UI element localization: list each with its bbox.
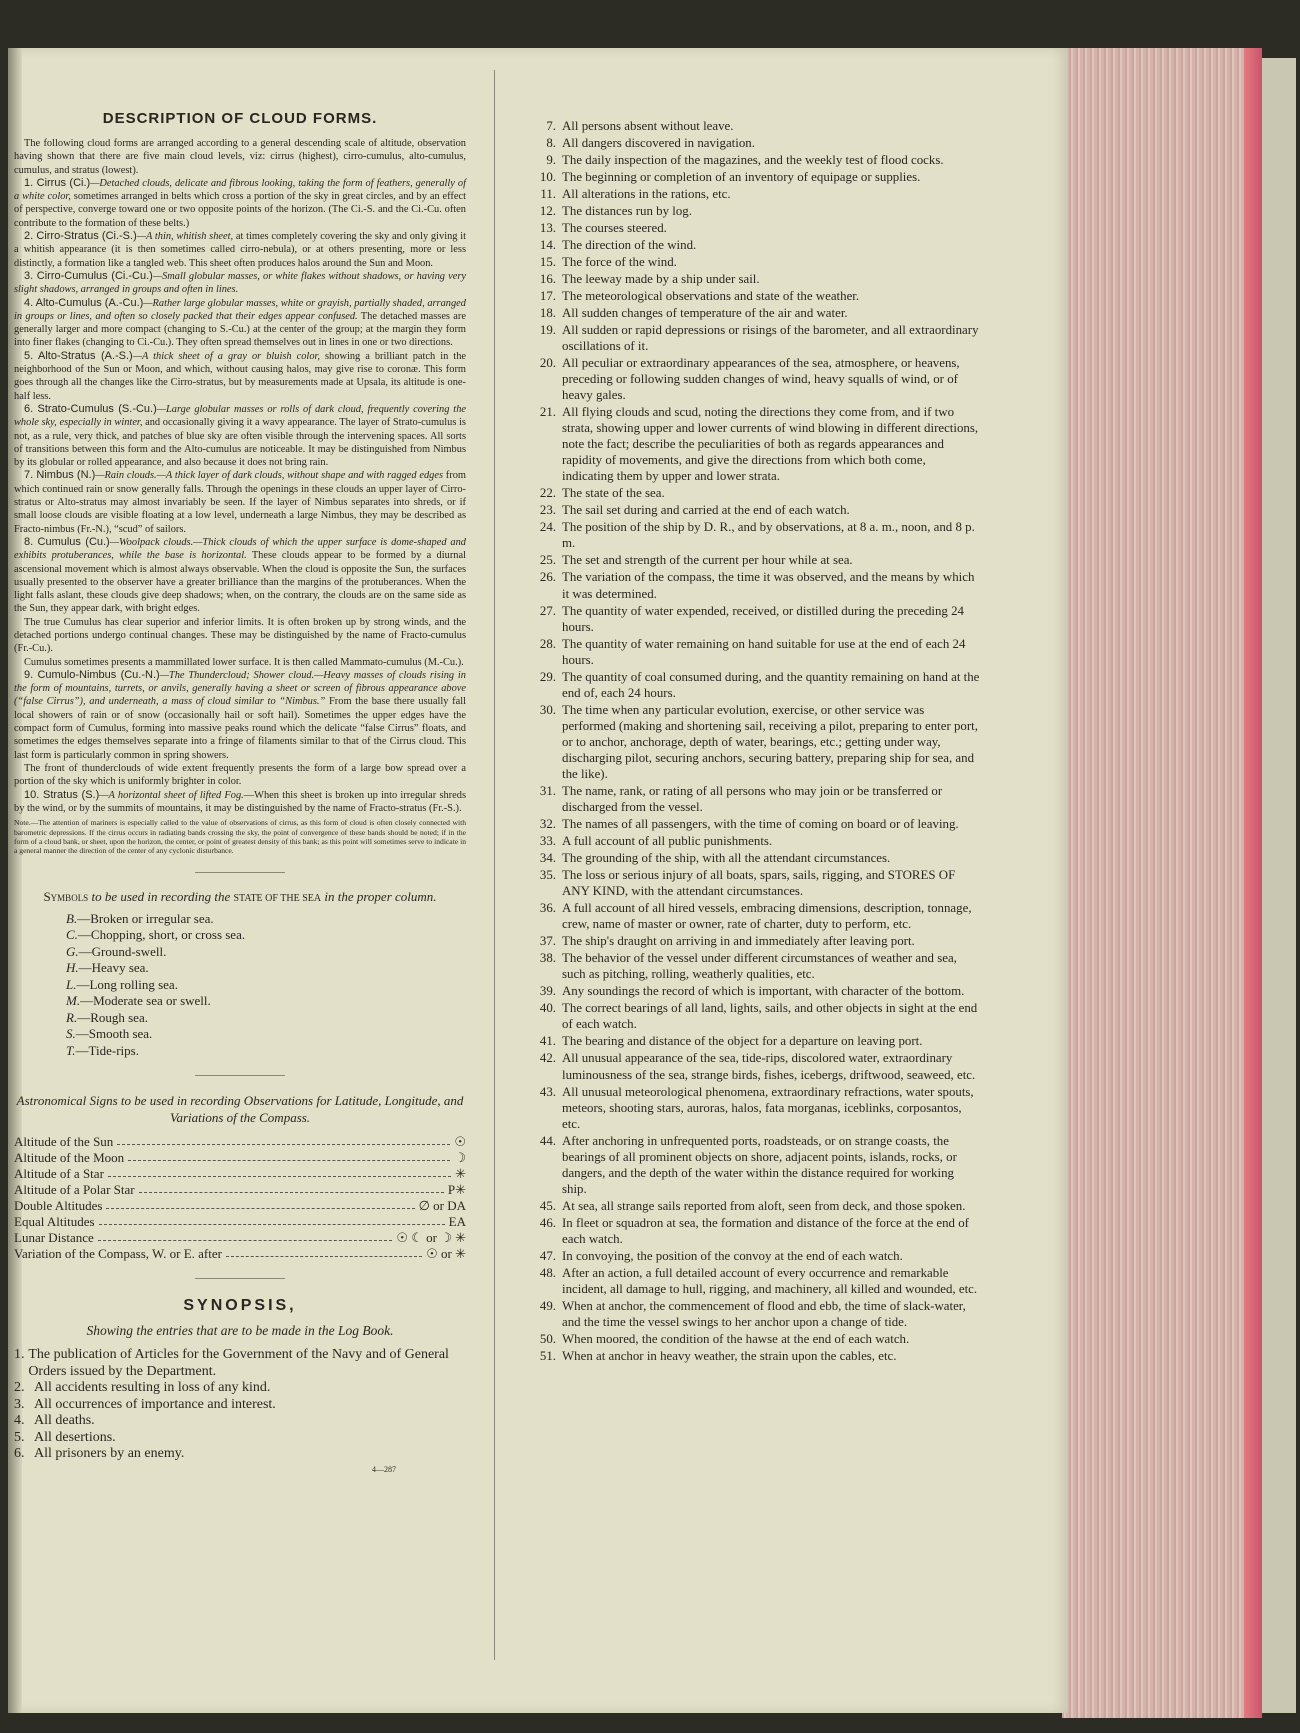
synopsis-item-number: 10.	[539, 169, 556, 184]
synopsis-item-number: 36.	[539, 901, 556, 916]
section-rule	[195, 1075, 285, 1076]
synopsis-item-text: The time when any particular evolution, exercise, or other service was performed (making and shortening sail, receiving a pilot, preparing to enter port, or to anchor, anchorage, depth of water, bearings, etc.; getting under way, discharging pilot, securing anchors, securing battery, preparing ship for sea, and the like).	[562, 702, 978, 782]
cloud-item-head: 7. Nimbus (N.)	[24, 469, 96, 482]
sea-symbol-text: —Moderate sea or swell.	[80, 993, 211, 1009]
dot-leader	[108, 1166, 451, 1177]
synopsis-item	[520, 1000, 980, 1032]
cloud-item-list	[14, 177, 466, 815]
cloud-item	[14, 536, 466, 616]
astro-label: Altitude of a Polar Star	[14, 1182, 135, 1198]
synopsis-item	[520, 485, 980, 501]
astro-sign: ☉ ☾ or ☽ ✳	[396, 1230, 466, 1246]
synopsis-item	[520, 900, 980, 932]
astro-row	[14, 1214, 466, 1230]
synopsis-item-number: 8.	[546, 135, 556, 150]
book-cover	[1262, 58, 1296, 1713]
synopsis-item-text: The leeway made by a ship under sail.	[562, 271, 760, 286]
sea-symbol-text: —Chopping, short, or cross sea.	[77, 927, 246, 943]
synopsis-item-text: The beginning or completion of an inventory of equipage or supplies.	[562, 169, 921, 184]
cloud-item	[14, 789, 466, 816]
synopsis-item-number: 44.	[539, 1133, 556, 1148]
astro-label: Variation of the Compass, W. or E. after	[14, 1246, 222, 1262]
sea-symbols-heading	[14, 889, 466, 905]
synopsis-item-number: 41.	[539, 1034, 556, 1049]
synopsis-item-number: 9.	[546, 152, 556, 167]
synopsis-item-text: All desertions.	[34, 1429, 116, 1445]
synopsis-item-number: 16.	[539, 271, 556, 286]
astro-row	[14, 1246, 466, 1262]
synopsis-item	[520, 1265, 980, 1297]
synopsis-item-number: 39.	[539, 984, 556, 999]
cloud-item-head: 5. Alto-Stratus (A.-S.)	[24, 349, 133, 362]
astro-label: Lunar Distance	[14, 1230, 94, 1246]
synopsis-item	[14, 1430, 466, 1447]
synopsis-item-text: The loss or serious injury of all boats, spars, sails, rigging, and STORES OF ANY KIND, with the attendant circumstances.	[562, 868, 956, 899]
cloud-item-body: Cumulus sometimes presents a mammillated lower surface. It is then called Mammato-cumulus (M.-Cu.).	[24, 656, 464, 668]
cloud-item-head: 4. Alto-Cumulus (A.-Cu.)	[24, 296, 144, 309]
sea-symbol-row	[66, 1043, 466, 1060]
synopsis-item	[520, 1248, 980, 1264]
synopsis-list-right	[520, 118, 980, 1365]
synopsis-item-text: The behavior of the vessel under different circumstances of weather and sea, such as pitching, rolling, weatherly qualities, etc.	[562, 951, 957, 982]
cloud-item-head: 3. Cirro-Cumulus (Ci.-Cu.)	[24, 269, 153, 282]
synopsis-item-text: The quantity of coal consumed during, and the quantity remaining on hand at the end of, each 24 hours.	[562, 669, 980, 700]
astronomical-table	[14, 1134, 466, 1262]
synopsis-item	[520, 816, 980, 832]
synopsis-item-number: 33.	[539, 834, 556, 849]
synopsis-item-number: 25.	[539, 553, 556, 568]
synopsis-item-number: 49.	[539, 1299, 556, 1314]
synopsis-item	[520, 169, 980, 185]
synopsis-item-text: The correct bearings of all land, lights, sails, and other objects in sight at the end of each watch.	[562, 1001, 978, 1032]
synopsis-item-number: 23.	[539, 503, 556, 518]
synopsis-item-number: 30.	[539, 702, 556, 717]
sea-symbol-text: —Long rolling sea.	[76, 976, 178, 992]
synopsis-item	[520, 1298, 980, 1330]
astro-label: Altitude of a Star	[14, 1166, 104, 1182]
left-column	[14, 110, 466, 1474]
synopsis-item	[14, 1413, 466, 1430]
astro-sign: P✳	[447, 1182, 466, 1198]
section-rule	[195, 872, 285, 873]
cloud-item-head: 1. Cirrus (Ci.)	[24, 176, 91, 189]
synopsis-item	[14, 1347, 466, 1380]
synopsis-item-text: The meteorological observations and state of the weather.	[562, 288, 860, 303]
synopsis-item-number: 29.	[539, 669, 556, 684]
astro-row	[14, 1198, 466, 1214]
synopsis-item-number: 43.	[539, 1084, 556, 1099]
synopsis-item-number: 22.	[539, 486, 556, 501]
synopsis-item-text: All sudden or rapid depressions or risings of the barometer, and all extraordinary oscillations of it.	[562, 322, 979, 353]
synopsis-item	[520, 569, 980, 601]
sea-symbol-text: —Smooth sea.	[75, 1026, 153, 1042]
sea-symbol-key: C.	[66, 927, 78, 943]
synopsis-item-number: 21.	[539, 405, 556, 420]
cloud-item	[14, 297, 466, 350]
synopsis-item-text: All prisoners by an enemy.	[34, 1446, 185, 1462]
section-rule	[195, 1278, 285, 1279]
synopsis-item-number: 51.	[539, 1349, 556, 1364]
cloud-item-body: —When this sheet is broken up into irregular shreds by the wind, or by the summits of mountains, it may be distinguished by the name of Fracto-stratus (Fr.-S.).	[14, 789, 466, 814]
synopsis-item-text: The name, rank, or rating of all persons who may join or be transferred or discharged from the vessel.	[562, 784, 943, 815]
synopsis-item-text: The quantity of water expended, received, or distilled during the preceding 24 hours.	[562, 603, 964, 634]
synopsis-item-number: 45.	[539, 1198, 556, 1213]
synopsis-item-number: 4.	[14, 1413, 25, 1429]
astro-row	[14, 1150, 466, 1166]
sea-heading-post: in the proper column.	[321, 888, 437, 904]
synopsis-item	[520, 950, 980, 982]
cloud-item-desc: —Rather large globular masses, white or grayish, partially shaded, arranged in groups or lines, and often so closely packed that their edges appear confused.	[14, 297, 466, 322]
synopsis-item	[520, 1331, 980, 1347]
synopsis-item	[520, 833, 980, 849]
synopsis-item-text: When at anchor, the commencement of flood and ebb, the time of slack-water, and the time the vessel swings to her anchor upon a change of tide.	[562, 1299, 966, 1330]
cloud-item-body: sometimes arranged in belts which cross a portion of the sky in great circles, and by an effect of perspective, converge toward one or two opposite points of the horizon. (The Ci.-S. and the Ci.-Cu. often contribute to the formation of these belts.)	[14, 191, 466, 229]
synopsis-item-text: All peculiar or extraordinary appearances of the sea, atmosphere, or heavens, preceding or following sudden changes of wind, heavy squalls of wind, or of heavy gales.	[562, 355, 960, 403]
form-code: 4—287	[372, 1464, 396, 1474]
synopsis-item-text: The publication of Articles for the Government of the Navy and of General Orders issued by the Department.	[28, 1347, 449, 1379]
synopsis-item	[520, 271, 980, 287]
cloud-item-body: from which continued rain or snow generally falls. Through the openings in these clouds an upper layer of Cirro-stratus or Alto-stratus may almost invariably be seen. If the layer of Nimbus separates into shreds, or if small loose clouds are visible floating at a low level, underneath a large Nimbus, they may be described as Fracto-nimbus (Fr.-N.), “scud” of sailors.	[14, 470, 466, 535]
synopsis-item-text: All unusual appearance of the sea, tide-rips, discolored water, extraordinary luminousness of the sea, strange birds, fishes, icebergs, driftwood, seaweed, etc.	[562, 1051, 976, 1082]
cloud-item-desc: —A thick sheet of a gray or bluish color,	[132, 350, 321, 362]
synopsis-list-left	[14, 1347, 466, 1463]
synopsis-item-number: 40.	[539, 1001, 556, 1016]
synopsis-item-number: 20.	[539, 355, 556, 370]
synopsis-item-number: 48.	[539, 1265, 556, 1280]
synopsis-item	[520, 186, 980, 202]
synopsis-item	[520, 1033, 980, 1049]
synopsis-item-number: 19.	[539, 322, 556, 337]
astro-label: Altitude of the Sun	[14, 1134, 114, 1150]
cloud-item-desc: —Large globular masses or rolls of dark cloud, frequently covering the whole sky, especially in winter,	[14, 403, 467, 429]
cloud-item-body: showing a brilliant patch in the neighborhood of the Sun or Moon, and which, without causing halos, may give rise to coronæ. This form goes through all the changes like the Cirro-stratus, but by measurements made at Upsala, its altitude is one-half less.	[14, 350, 467, 402]
astro-sign: ☽	[454, 1150, 466, 1166]
dot-leader	[139, 1182, 444, 1193]
sea-symbol-key: B.	[66, 910, 78, 926]
astro-sign: ☉ or ✳	[426, 1246, 466, 1262]
synopsis-item-text: All unusual meteorological phenomena, extraordinary refractions, water spouts, meteors, shooting stars, auroras, halos, fata morganas, iceblinks, corposantos, etc.	[562, 1084, 974, 1131]
dot-leader	[117, 1134, 450, 1145]
cloud-item	[14, 669, 466, 762]
synopsis-item-number: 2.	[14, 1380, 25, 1396]
red-edge	[1244, 48, 1262, 1718]
synopsis-item-number: 11.	[540, 186, 556, 201]
cloud-item-body: and occasionally giving it a wavy appearance. The layer of Strato-cumulus is not, as a rule, very thick, and patches of blue sky are often visible through the intervening spaces. All sorts of transitions between this form and the Alto-cumulus are noticeable. It may be distinguished from Nimbus by its globular or rolled appearance, and also because it does not bring rain.	[14, 417, 466, 469]
dot-leader	[98, 1230, 393, 1241]
synopsis-item	[520, 702, 980, 782]
astro-label: Equal Altitudes	[14, 1214, 95, 1230]
cloud-item-body: The detached masses are generally larger and more compact (changing to S.-Cu.) at the center of the group; at the margin they form into finer flakes (changing to Ci.-Cu.). They often spread themselves out in lines in one or two directions.	[14, 310, 466, 349]
synopsis-item	[520, 322, 980, 354]
cloud-item-head: 8. Cumulus (Cu.)	[24, 535, 110, 548]
synopsis-item-number: 38.	[539, 951, 556, 966]
cloud-note: Note.—The attention of mariners is especially called to the value of observations of cirrus, as this form of cloud is often closely connected with barometric depressions. If the cirrus occurs in radiating bands crossing the sky, the point of convergence of these bands should be noted; if in the form of a cloud bank, or sheet, upon the horizon, the center, or point of greatest density of this bank; as this point will sometimes serve to indicate in a general manner the direction of the center of any cyclonic disturbance.	[14, 818, 466, 856]
synopsis-item-text: All persons absent without leave.	[562, 119, 734, 133]
synopsis-item-text: All occurrences of importance and interest.	[34, 1396, 276, 1412]
sea-symbols-list	[66, 911, 466, 1060]
synopsis-item-text: Any soundings the record of which is important, with character of the bottom.	[562, 984, 965, 999]
sea-symbol-text: —Broken or irregular sea.	[77, 910, 214, 926]
synopsis-item-text: When at anchor in heavy weather, the strain upon the cables, etc.	[562, 1349, 897, 1364]
sea-symbol-row	[66, 927, 466, 944]
cloud-item	[14, 270, 466, 297]
synopsis-item-number: 32.	[539, 817, 556, 832]
astro-sign: ☉	[454, 1134, 466, 1150]
astro-row	[14, 1182, 466, 1198]
cloud-item-desc: —Small globular masses, or white flakes without shadows, or having very slight shadows, arranged in groups and often in lines.	[14, 270, 466, 296]
synopsis-item-number: 28.	[539, 636, 556, 651]
astro-label: Double Altitudes	[14, 1198, 103, 1214]
page-edges	[1062, 48, 1262, 1718]
cloud-item	[14, 350, 466, 403]
synopsis-item-number: 26.	[539, 570, 556, 585]
column-divider	[494, 70, 495, 1660]
cloud-item-body: From the base there usually fall local showers of rain or of snow (occasionally hail or soft hail). Sometimes the upper edges have the compact form of Cumulus, forming into massive peaks round which the delicate “false Cirrus” floats, and sometimes the edges themselves separate into a fringe of filaments similar to that of the Cirrus cloud. This last form is particularly common in spring showers.	[14, 696, 467, 761]
cloud-item-head: 9. Cumulo-Nimbus (Cu.-N.)	[24, 668, 160, 681]
cloud-forms-title: DESCRIPTION OF CLOUD FORMS.	[102, 110, 378, 127]
dot-leader	[226, 1246, 422, 1257]
synopsis-item-number: 5.	[14, 1429, 25, 1445]
synopsis-item	[520, 502, 980, 518]
astro-sign: ∅ or DA	[418, 1198, 466, 1214]
synopsis-item-text: All flying clouds and scud, noting the directions they come from, and if two strata, showing upper and lower currents of wind blowing in different directions, note the fact; describe the peculiarities of both as regards appearances and rapidity of movements, and give the directions from which both come, indicating them by upper and lower strata.	[562, 405, 979, 484]
synopsis-item	[520, 1133, 980, 1197]
sea-heading-symbols: Symbols	[43, 888, 89, 904]
synopsis-item-number: 14.	[539, 237, 556, 252]
synopsis-item-text: The set and strength of the current per hour while at sea.	[562, 553, 853, 568]
astro-row	[14, 1134, 466, 1150]
synopsis-item	[520, 404, 980, 484]
sea-symbol-row	[66, 977, 466, 994]
cloud-item	[14, 469, 466, 535]
synopsis-item	[520, 1215, 980, 1247]
cloud-item-body: The front of thunderclouds of wide extent frequently presents the form of a large bow spread over a portion of the sky which is uniformly brighter in color.	[14, 762, 466, 788]
synopsis-item-text: The variation of the compass, the time it was observed, and the means by which it was determined.	[562, 570, 975, 601]
synopsis-item-number: 42.	[539, 1051, 556, 1066]
synopsis-title: SYNOPSIS,	[183, 1297, 297, 1315]
synopsis-item	[520, 867, 980, 899]
sea-symbol-key: M.	[66, 993, 81, 1009]
synopsis-item-number: 7.	[546, 119, 556, 133]
synopsis-subtitle: Showing the entries that are to be made in the Log Book.	[86, 1323, 394, 1339]
dot-leader	[128, 1150, 450, 1161]
sea-heading-caps: STATE OF THE SEA	[233, 892, 322, 904]
synopsis-item-text: The sail set during and carried at the end of each watch.	[562, 503, 850, 518]
synopsis-item	[520, 552, 980, 568]
synopsis-item-text: In convoying, the position of the convoy at the end of each watch.	[562, 1249, 903, 1263]
synopsis-item-number: 12.	[539, 203, 556, 218]
synopsis-item-text: The force of the wind.	[562, 254, 677, 269]
cloud-item-desc: —Detached clouds, delicate and fibrous looking, taking the form of feathers, generally of a white color,	[14, 177, 466, 203]
sea-symbol-text: —Rough sea.	[77, 1009, 148, 1025]
sea-symbol-key: L.	[66, 976, 77, 992]
synopsis-item	[520, 305, 980, 321]
cloud-item-desc: —A horizontal sheet of lifted Fog.	[99, 789, 244, 801]
synopsis-item	[520, 355, 980, 403]
astro-sign: EA	[448, 1214, 466, 1230]
synopsis-item-number: 17.	[539, 288, 556, 303]
synopsis-item	[520, 118, 980, 134]
synopsis-item-text: All alterations in the rations, etc.	[562, 186, 731, 201]
synopsis-item	[520, 220, 980, 236]
synopsis-item-text: The courses steered.	[562, 220, 667, 235]
synopsis-item-number: 3.	[14, 1396, 25, 1412]
synopsis-item	[520, 203, 980, 219]
dot-leader	[106, 1198, 414, 1209]
synopsis-item-text: The ship's draught on arriving in and immediately after leaving port.	[562, 934, 915, 949]
synopsis-item	[520, 783, 980, 815]
synopsis-item	[520, 933, 980, 949]
cloud-item-desc: —The Thundercloud; Shower cloud.—Heavy masses of clouds rising in the form of mountains, turrets, or anvils, generally having a sheet or screen of fibrous appearance above (“false Cirrus”), and underneath, a mass of cloud similar to “Nimbus.”	[14, 669, 466, 708]
synopsis-item-text: The grounding of the ship, with all the attendant circumstances.	[562, 851, 891, 866]
cloud-item-body: The true Cumulus has clear superior and inferior limits. It is often broken up by strong winds, and the detached portions undergo continual changes. These may be distinguished by the name of Fracto-cumulus (Fr.-Cu.).	[14, 616, 466, 655]
synopsis-item	[14, 1397, 466, 1414]
synopsis-item	[520, 1084, 980, 1132]
sea-symbol-row	[66, 960, 466, 977]
sea-symbol-text: —Tide-rips.	[75, 1042, 139, 1058]
cloud-item	[14, 656, 466, 669]
sea-symbol-key: T.	[66, 1042, 76, 1058]
synopsis-item-number: 31.	[539, 784, 556, 799]
astronomical-heading: Astronomical Signs to be used in recording Observations for Latitude, Longitude, and Variations of the Compass.	[16, 1093, 464, 1126]
synopsis-item-text: The distances run by log.	[562, 203, 692, 218]
sea-symbol-key: G.	[66, 943, 79, 959]
sea-symbol-row	[66, 911, 466, 928]
synopsis-item-text: The names of all passengers, with the time of coming on board or of leaving.	[562, 817, 959, 832]
synopsis-item	[520, 983, 980, 999]
cloud-forms-body	[14, 137, 466, 856]
synopsis-item-number: 6.	[14, 1446, 25, 1462]
cloud-forms-intro: The following cloud forms are arranged according to a general descending scale of altitude, observation having shown that there are five main cloud levels, viz: cirrus (highest), cirro-cumulus, alto-cumulus, cumulus, and stratus (lowest).	[14, 138, 466, 176]
synopsis-item-text: The direction of the wind.	[562, 237, 697, 252]
synopsis-item-text: The daily inspection of the magazines, and the weekly test of flood cocks.	[562, 152, 944, 167]
synopsis-item-text: At sea, all strange sails reported from aloft, seen from deck, and those spoken.	[562, 1198, 966, 1213]
synopsis-item	[520, 152, 980, 168]
cloud-item-head: 6. Strato-Cumulus (S.-Cu.)	[24, 402, 157, 415]
astro-sign: ✳	[455, 1166, 466, 1182]
synopsis-item-text: After an action, a full detailed account of every occurrence and remarkable incident, all damage to hull, rigging, and machinery, all killed and wounded, etc.	[562, 1265, 978, 1297]
synopsis-item	[520, 519, 980, 551]
synopsis-item-text: When moored, the condition of the hawse at the end of each watch.	[562, 1332, 910, 1347]
synopsis-item	[14, 1380, 466, 1397]
cloud-item	[14, 403, 466, 469]
synopsis-item	[520, 1198, 980, 1214]
cloud-item-desc: —Rain clouds.—A thick layer of dark clouds, without shape and with ragged edges	[95, 470, 444, 482]
sea-symbol-key: S.	[66, 1026, 76, 1042]
cloud-item-desc: —A thin, whitish sheet,	[136, 231, 234, 243]
synopsis-item	[520, 237, 980, 253]
cloud-item-body: These clouds appear to be formed by a diurnal ascensional movement which is almost always observable. When the cloud is opposite the Sun, the surfaces usually presented to the observer have a greater brilliance than the margins of the protuberances. When the light falls aslant, these clouds give deep shadows; when, on the contrary, the clouds are on the same side as the Sun, they appear dark, with bright edges.	[14, 550, 466, 615]
sea-symbol-text: —Heavy sea.	[78, 960, 149, 976]
sea-symbol-key: H.	[66, 960, 79, 976]
synopsis-item-text: All dangers discovered in navigation.	[562, 135, 755, 150]
sea-symbol-row	[66, 1026, 466, 1043]
synopsis-item-number: 13.	[539, 220, 556, 235]
cloud-item	[14, 230, 466, 270]
astro-label: Altitude of the Moon	[14, 1150, 125, 1166]
synopsis-item-number: 27.	[539, 603, 556, 618]
synopsis-item	[520, 1348, 980, 1364]
sea-symbol-row	[66, 993, 466, 1010]
synopsis-item-number: 47.	[539, 1249, 556, 1263]
synopsis-item	[520, 1050, 980, 1082]
cloud-item-head: 10. Stratus (S.)	[24, 788, 100, 801]
synopsis-item	[520, 603, 980, 635]
synopsis-item-number: 46.	[539, 1215, 556, 1230]
cloud-item-head: 2. Cirro-Stratus (Ci.-S.)	[24, 230, 137, 243]
astro-row	[14, 1230, 466, 1246]
synopsis-item-number: 18.	[539, 305, 556, 320]
sea-symbol-text: —Ground-swell.	[78, 943, 167, 959]
synopsis-item-number: 35.	[539, 868, 556, 883]
cloud-item-body: at times completely covering the sky and only giving it a whitish appearance (it is then sometimes called cirro-nebula), or at others presenting, more or less distinctly, a formation like a tangled web. This sheet often produces halos around the Sun and Moon.	[14, 231, 466, 269]
synopsis-item-number: 37.	[539, 934, 556, 949]
cloud-item	[14, 616, 466, 656]
synopsis-item-text: After anchoring in unfrequented ports, roadsteads, or on strange coasts, the bearings of all prominent objects on shore, adjacent points, islands, rocks, or dangers, and the depth of the water within the distance required for working ship.	[562, 1133, 957, 1196]
cloud-item	[14, 762, 466, 789]
sea-symbol-row	[66, 1010, 466, 1027]
astro-row	[14, 1166, 466, 1182]
synopsis-item-number: 1.	[14, 1347, 25, 1363]
synopsis-item	[520, 288, 980, 304]
synopsis-item-number: 15.	[539, 254, 556, 269]
synopsis-item-text: All accidents resulting in loss of any kind.	[34, 1380, 271, 1396]
synopsis-item-number: 24.	[539, 520, 556, 535]
synopsis-item-text: A full account of all public punishments.	[562, 834, 773, 849]
cloud-item	[14, 177, 466, 230]
synopsis-item-text: The position of the ship by D. R., and by observations, at 8 a. m., noon, and 8 p. m.	[562, 520, 975, 551]
synopsis-item-text: The quantity of water remaining on hand suitable for use at the end of each 24 hours.	[562, 636, 966, 667]
synopsis-item	[14, 1446, 466, 1463]
synopsis-item	[520, 254, 980, 270]
synopsis-item-text: In fleet or squadron at sea, the formation and distance of the force at the end of each watch.	[562, 1215, 969, 1247]
sea-symbol-key: R.	[66, 1009, 78, 1025]
synopsis-item	[520, 135, 980, 151]
synopsis-item	[520, 636, 980, 668]
synopsis-item-number: 50.	[539, 1332, 556, 1347]
synopsis-item-text: A full account of all hired vessels, embracing dimensions, description, tonnage, crew, name of master or owner, rate of charter, duty to perform, etc.	[562, 901, 972, 932]
cloud-item-desc: —Woolpack clouds.—Thick clouds of which the upper surface is dome-shaped and exhibits protuberances, while the base is horizontal.	[14, 536, 466, 562]
synopsis-item-text: All sudden changes of temperature of the air and water.	[562, 305, 848, 320]
synopsis-item	[520, 850, 980, 866]
synopsis-item	[520, 669, 980, 701]
synopsis-item-text: The state of the sea.	[562, 486, 665, 501]
synopsis-item-number: 34.	[539, 851, 556, 866]
sea-symbol-row	[66, 944, 466, 961]
synopsis-item-text: The bearing and distance of the object for a departure on leaving port.	[562, 1034, 923, 1049]
dot-leader	[99, 1214, 445, 1225]
synopsis-item-text: All deaths.	[34, 1413, 95, 1429]
sea-heading-mid: to be used in recording the	[88, 888, 234, 904]
